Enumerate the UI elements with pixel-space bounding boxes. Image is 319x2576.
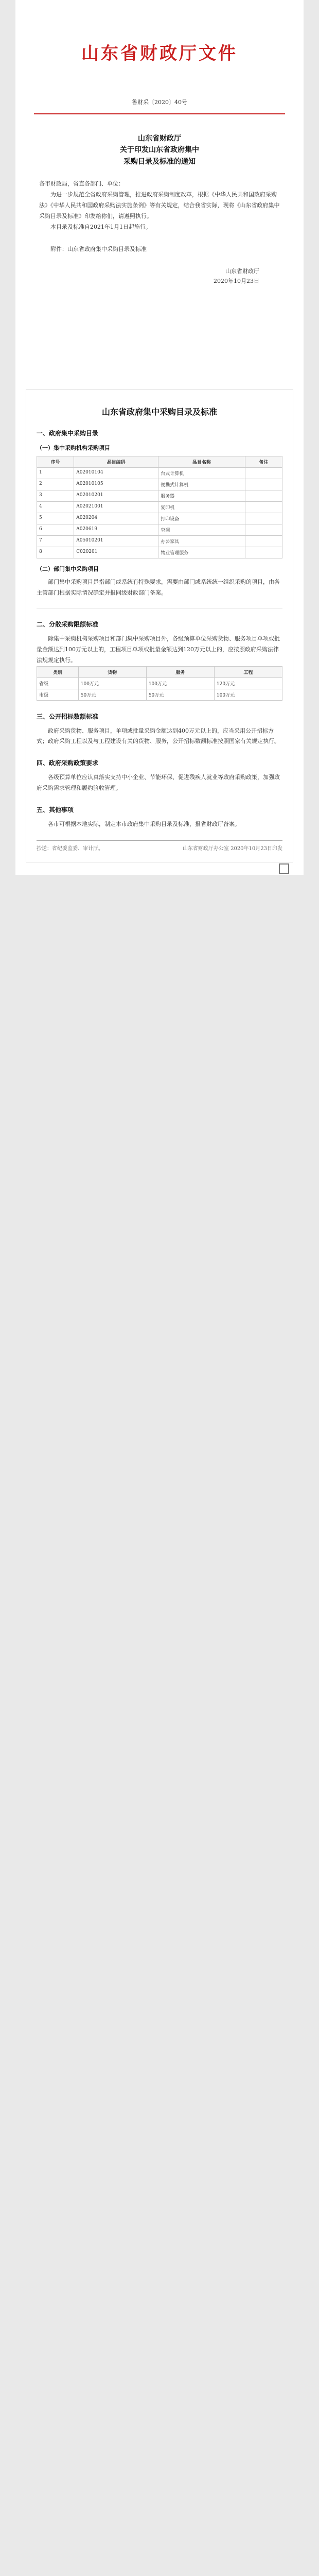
- red-divider: [34, 113, 285, 114]
- notice-title-line: 采购目录及标准的通知: [123, 157, 196, 166]
- print-footer: [37, 840, 282, 852]
- notice-title: [39, 133, 280, 167]
- bottom-bar: [15, 862, 304, 875]
- paragraph: 各级预算单位应认真落实支持中小企业、节能环保、促进残疾人就业等政府采购政策，加强政府采购需求管理和履约验收管理。: [37, 774, 280, 792]
- table-row: 8 C020201 物业管理服务: [37, 547, 282, 558]
- paragraph: 部门集中采购项目是指部门或系统有特殊要求，需要由部门或系统统一组织采购的项目，由各主管部门根据实际情况确定并报同级财政部门备案。: [37, 579, 280, 596]
- paragraph: 本目录及标准自2021年1月1日起施行。: [50, 223, 151, 230]
- table-header: 品目编码: [74, 456, 158, 468]
- attachment-note: 附件：山东省政府集中采购目录及标准: [50, 245, 147, 252]
- table-row: 2 A02010105 便携式计算机: [37, 479, 282, 490]
- table-row: 省级 100万元 100万元 120万元: [37, 677, 282, 689]
- table-header: 服务: [146, 666, 214, 677]
- table-header: 品目名称: [158, 456, 245, 468]
- section-title: 一、政府集中采购目录: [37, 430, 99, 437]
- addressee: 各市财政局，省直各部门、单位：: [39, 180, 124, 188]
- table-row: 1 A02010104 台式计算机: [37, 468, 282, 479]
- footer-cc: 抄送：省纪委监委、审计厅。: [37, 846, 103, 852]
- catalog-sheet: [26, 389, 293, 862]
- table-row: 5 A020204 打印设备: [37, 513, 282, 524]
- document-page: [15, 0, 304, 875]
- sign-org: 山东省财政厅: [225, 267, 259, 275]
- footer-issuer: 山东省财政厅办公室 2020年10月23日印发: [182, 846, 282, 852]
- qr-icon: [279, 863, 289, 874]
- table-header: 备注: [245, 456, 282, 468]
- table-header: 货物: [78, 666, 146, 677]
- paragraph: 除集中采购机构采购项目和部门集中采购项目外，各级预算单位采购货物、服务项目单项或批量金额达到100万元以上的，工程项目单项或批量金额达到120万元以上的，应按照政府采购法律法规规定执行。: [37, 635, 280, 664]
- table-row: 3 A02010201 服务器: [37, 490, 282, 502]
- notice-title-line: 山东省财政厅: [138, 134, 181, 143]
- table-row: 6 A020619 空调: [37, 524, 282, 536]
- sign-date: 2020年10月23日: [214, 278, 259, 285]
- catalog-title: 山东省政府集中采购目录及标准: [101, 407, 217, 417]
- signature-block: [39, 266, 259, 287]
- section-title: 五、其他事项: [37, 806, 74, 814]
- table-header: 类别: [37, 666, 79, 677]
- document-number: 鲁财采〔2020〕40号: [132, 99, 187, 106]
- table-row: 7 A05010201 办公家具: [37, 536, 282, 547]
- threshold-table: [37, 666, 282, 701]
- section-title: 四、政府采购政策要求: [37, 759, 99, 767]
- paragraph: 政府采购货物、服务项目，单项或批量采购金额达到400万元以上的，应当采用公开招标方式；政府采购工程以及与工程建设有关的货物、服务，公开招标数额标准按照国家有关规定执行。: [37, 727, 280, 745]
- paragraph: 各市可根据本地实际，制定本市政府集中采购目录及标准，报省财政厅备案。: [48, 821, 240, 828]
- table-header: 工程: [214, 666, 282, 677]
- paragraph: 为进一步规范全省政府采购管理，推进政府采购制度改革，根据《中华人民共和国政府采购法》《中华人民共和国政府采购法实施条例》等有关规定，结合我省实际，现将《山东省政府集中采购目录及标准》印发给你们，请遵照执行。: [39, 191, 280, 219]
- table-header: 序号: [37, 456, 74, 468]
- agency-header: 山东省财政厅文件: [81, 43, 238, 64]
- notice-title-line: 关于印发山东省政府集中: [120, 146, 199, 155]
- table-row: 市级 50万元 50万元 100万元: [37, 689, 282, 700]
- subsection-title: （一）集中采购机构采购项目: [37, 445, 110, 452]
- section-title: 三、公开招标数额标准: [37, 713, 99, 720]
- table-row: 4 A02021001 复印机: [37, 502, 282, 513]
- subsection-title: （二）部门集中采购项目: [37, 566, 99, 573]
- section-title: 二、分散采购限额标准: [37, 620, 99, 628]
- catalog-table: [37, 456, 282, 558]
